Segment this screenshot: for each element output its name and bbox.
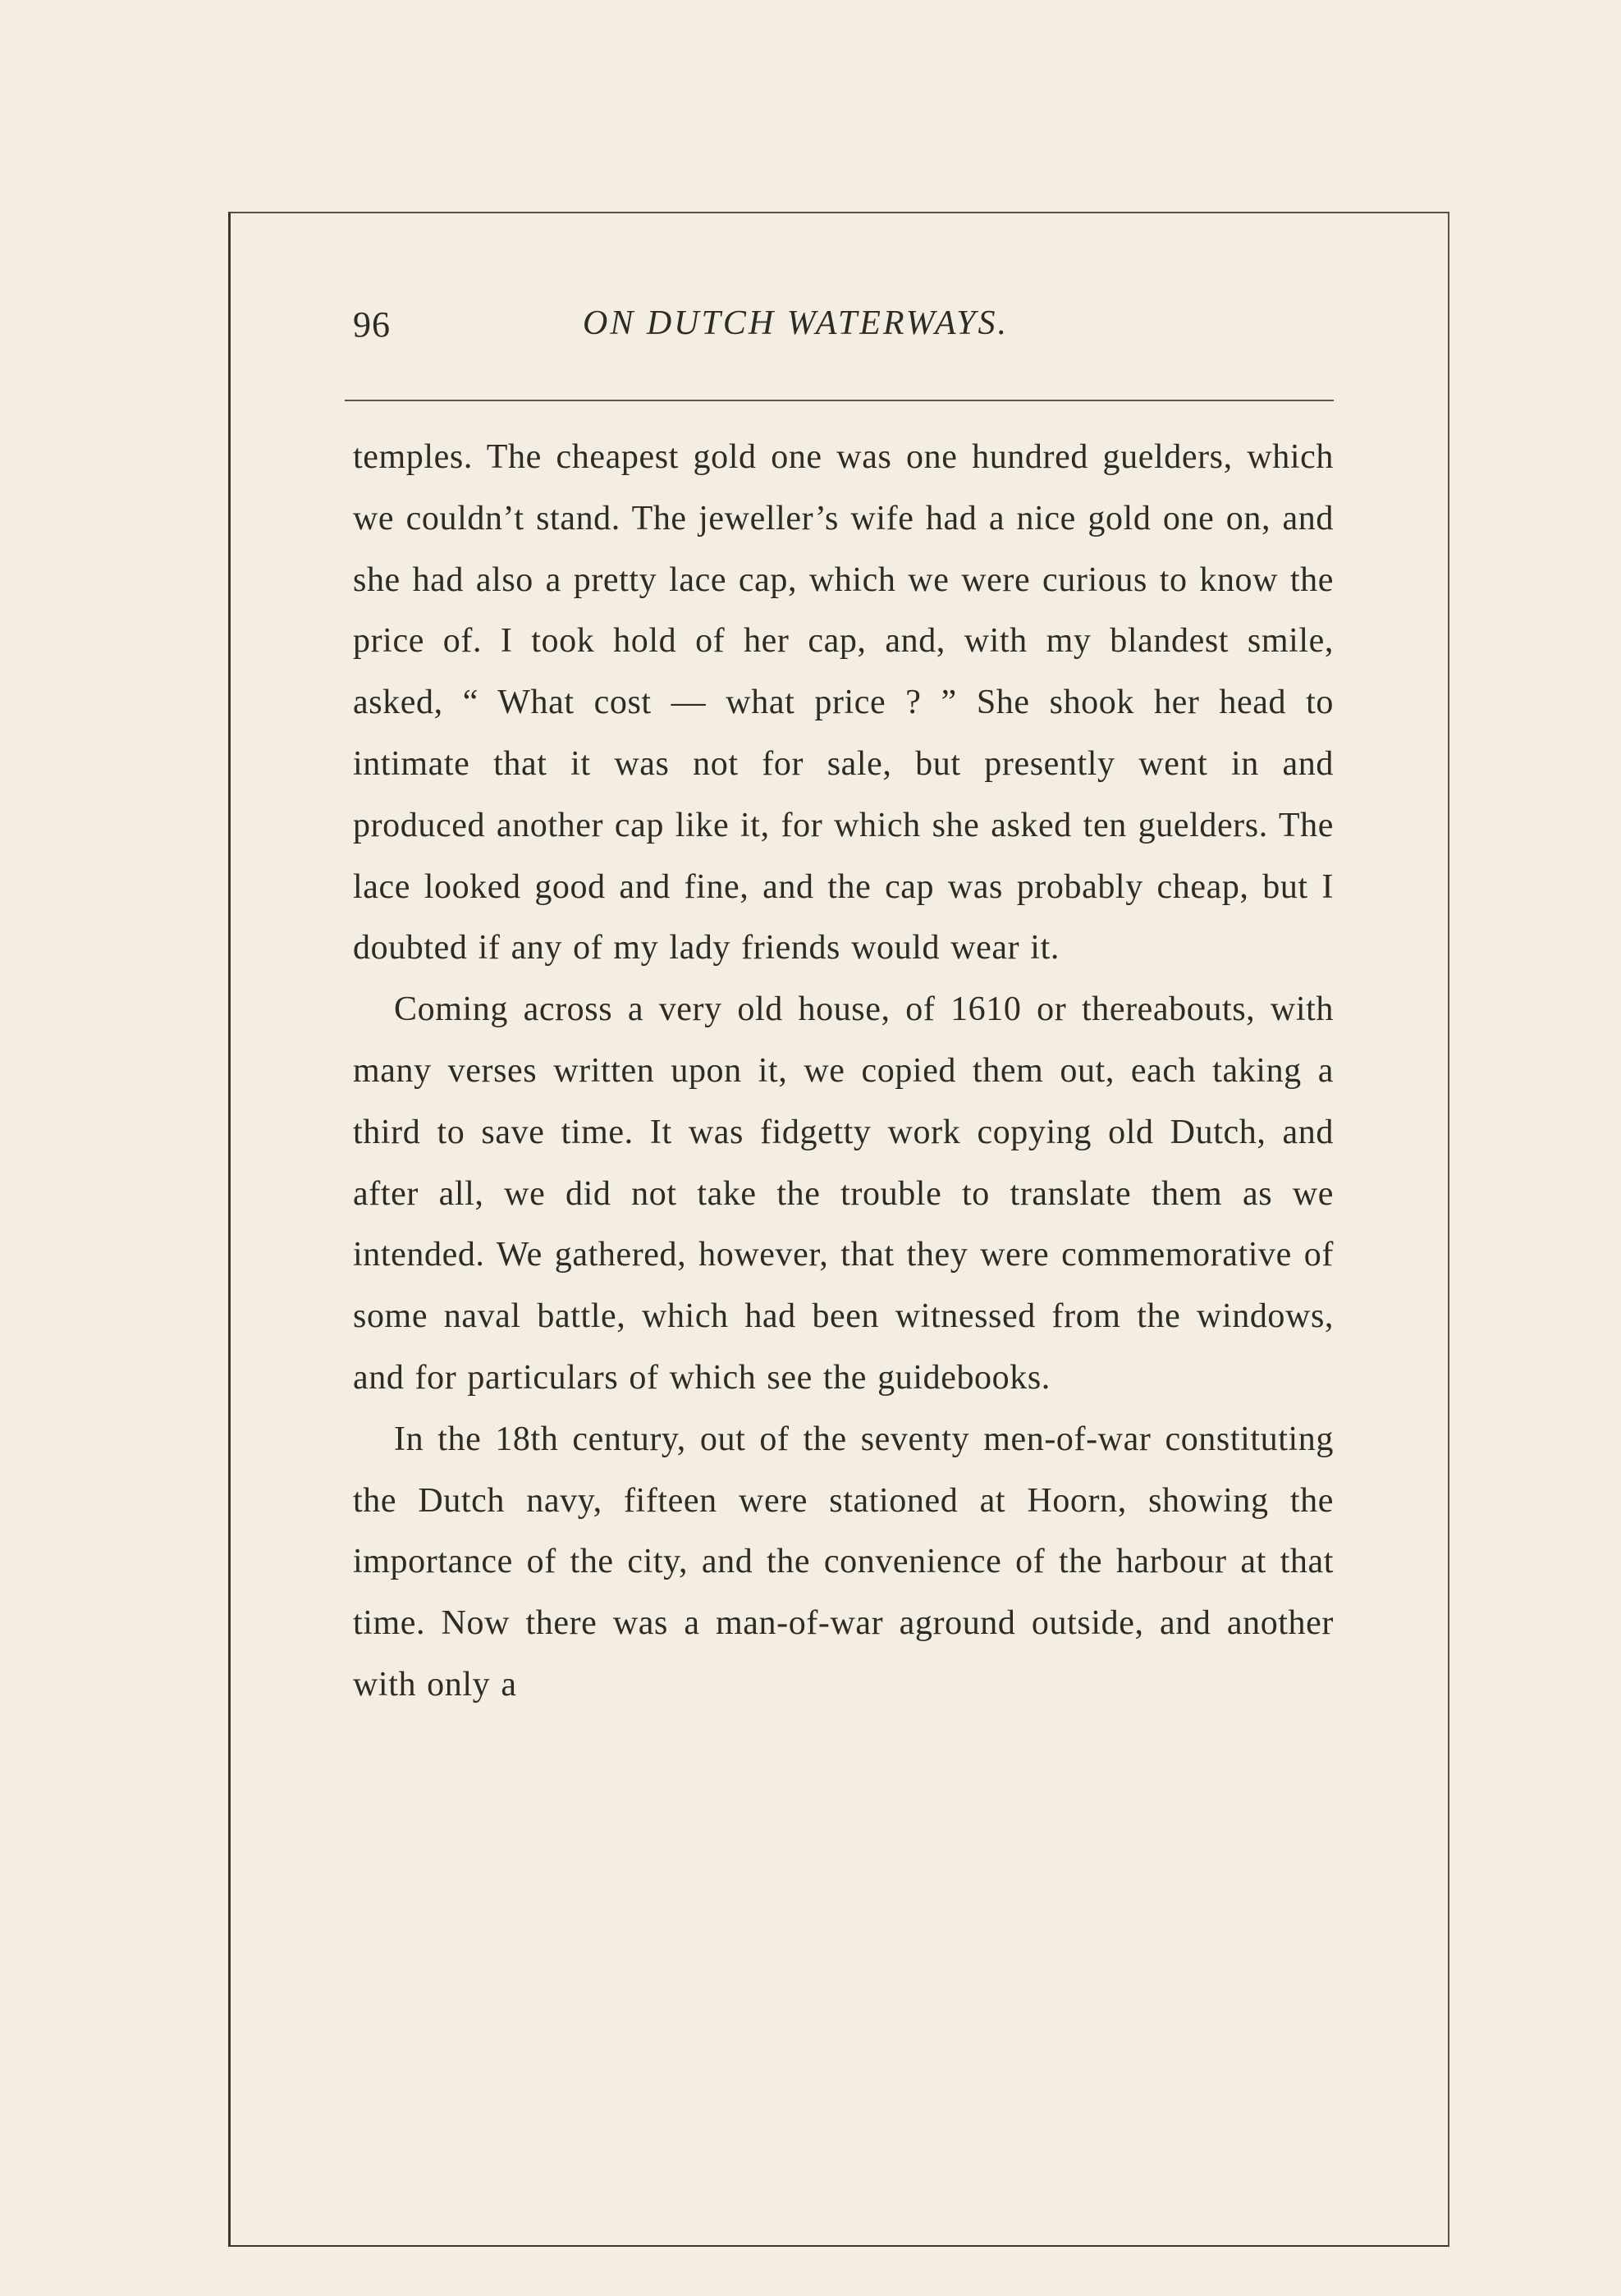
running-title: ON DUTCH WATERWAYS. <box>583 304 1010 342</box>
page-header <box>353 304 1338 386</box>
paragraph: In the 18th century, out of the seventy men-of-war constituting the Dutch navy, fifteen were stationed at Hoorn, showing the importance of the city, and the convenience of the harbour at that time. Now there was a man-of-war aground outside, and another with only a <box>353 1420 1334 1704</box>
paragraph: Coming across a very old house, of 1610 or thereabouts, with many verses written upon it, we copied them out, each taking a third to save time. It was fidgetty work copying old Dutch, and after all, we did not take the trouble to translate them as we intended. We gathered, however, that they were commemorative of some naval battle, which had been witnessed from the windows, and for particulars of which see the guidebooks. <box>353 990 1334 1397</box>
body-text <box>353 427 1334 1716</box>
header-rule <box>345 400 1334 401</box>
page-number: 96 <box>353 304 391 345</box>
paragraph: temples. The cheapest gold one was one hundred guelders, which we couldn’t stand. The jeweller’s wife had a nice gold one on, and she had also a pretty lace cap, which we were curious to know the price of. I took hold of her cap, and, with my blandest smile, asked, “ What cost — what price ? ” She shook her head to intimate that it was not for sale, but presently went in and produced another cap like it, for which she asked ten guelders. The lace looked good and fine, and the cap was probably cheap, but I doubted if any of my lady friends would wear it. <box>353 438 1334 967</box>
